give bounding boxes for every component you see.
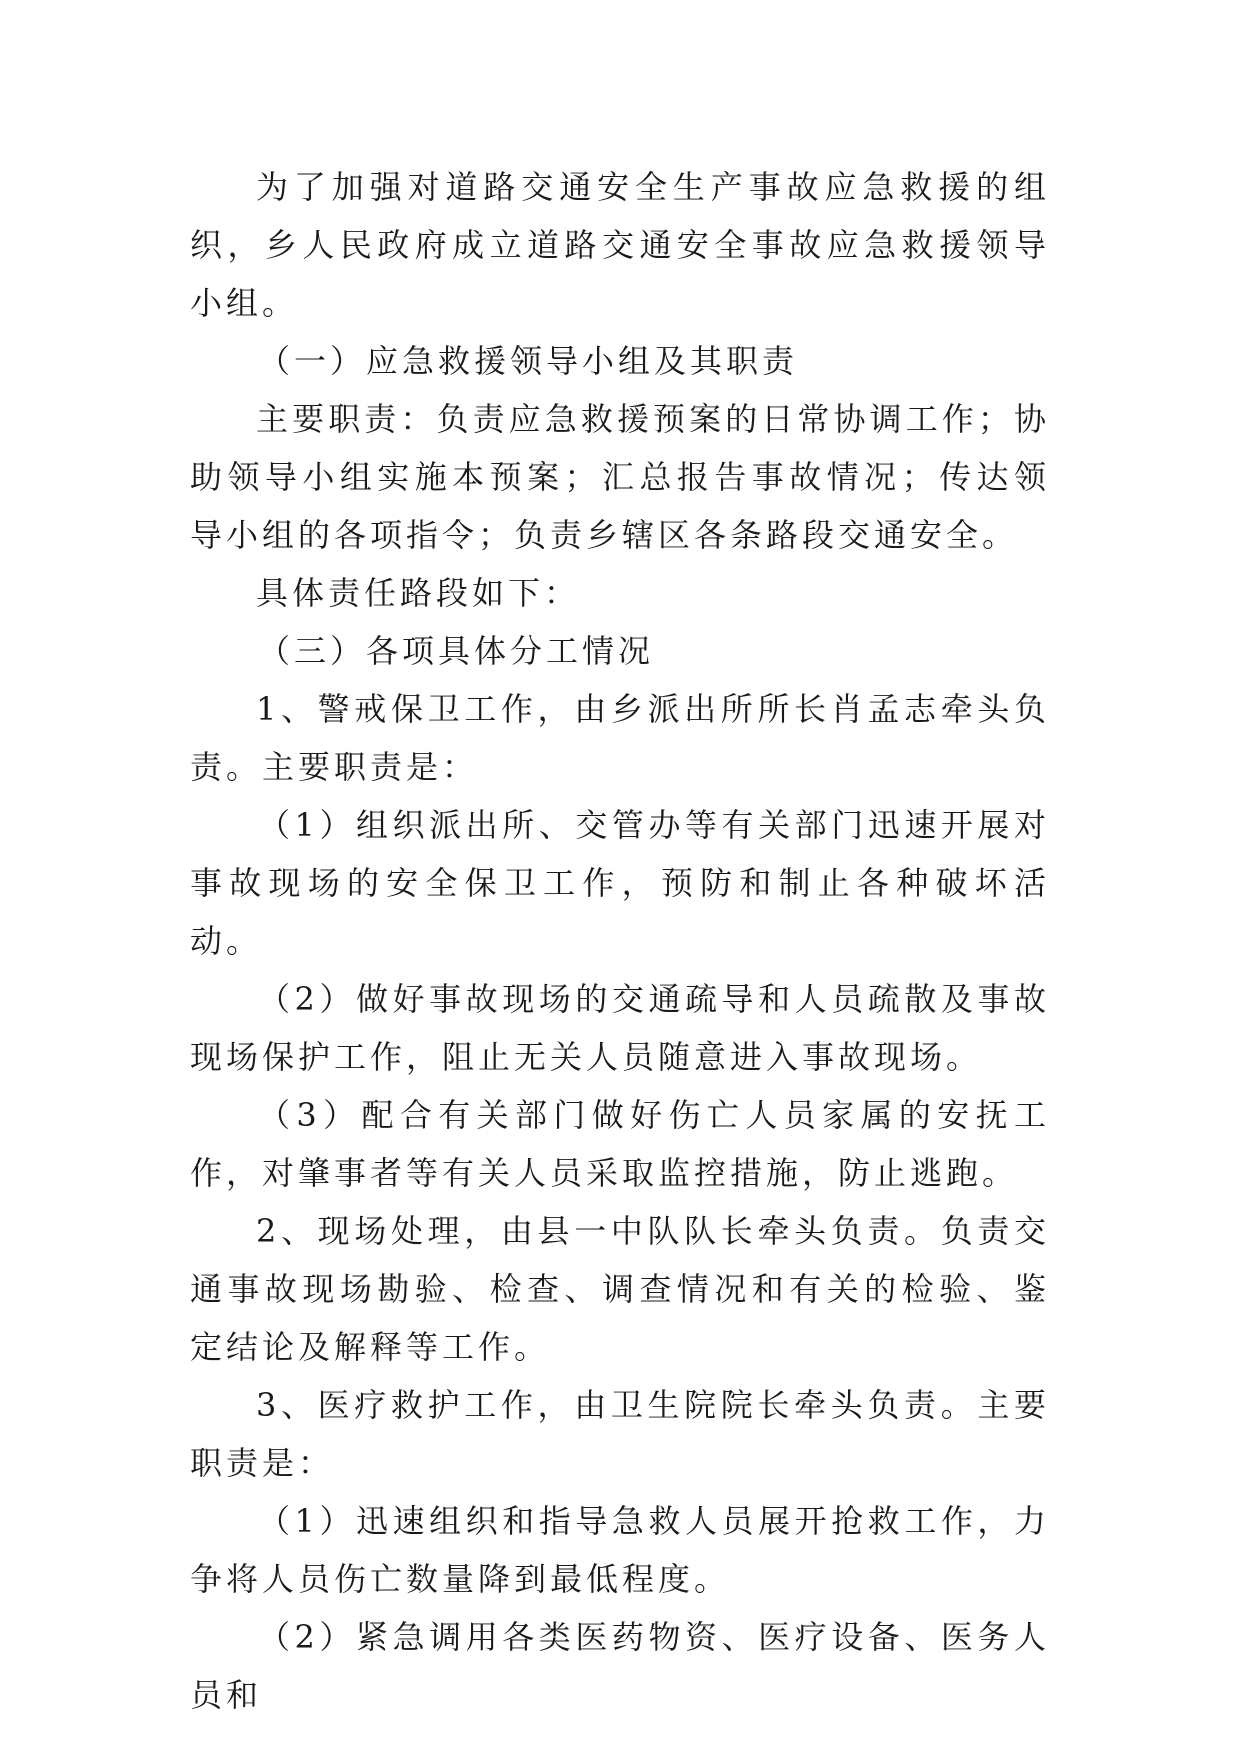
paragraph-security-item-3: （3）配合有关部门做好伤亡人员家属的安抚工作，对肇事者等有关人员采取监控措施，防止逃跑。 [190,1096,1050,1192]
paragraph-medical-item-2: （2）紧急调用各类医药物资、医疗设备、医务人员和 [190,1618,1050,1714]
paragraph-intro: 为了加强对道路交通安全生产事故应急救援的组织，乡人民政府成立道路交通安全事故应急救援领导小组。 [190,168,1050,322]
paragraph-medical-item-1: （1）迅速组织和指导急救人员展开抢救工作，力争将人员伤亡数量降到最低程度。 [190,1502,1050,1598]
paragraph-scene-handling: 2、现场处理，由县一中队队长牵头负责。负责交通事故现场勘验、检查、调查情况和有关的检验、鉴定结论及解释等工作。 [190,1212,1050,1366]
paragraph-road-sections: 具体责任路段如下： [256,574,581,612]
paragraph-security-item-1: （1）组织派出所、交管办等有关部门迅速开展对事故现场的安全保卫工作，预防和制止各种破坏活动。 [190,806,1050,960]
paragraph-security-work: 1、警戒保卫工作，由乡派出所所长肖孟志牵头负责。主要职责是： [190,690,1050,786]
section-heading-1: （一）应急救援领导小组及其职责 [258,342,799,380]
paragraph-medical-rescue: 3、医疗救护工作，由卫生院院长牵头负责。主要职责是： [190,1386,1050,1482]
paragraph-security-item-2: （2）做好事故现场的交通疏导和人员疏散及事故现场保护工作，阻止无关人员随意进入事故现场。 [190,980,1050,1076]
paragraph-main-duties: 主要职责：负责应急救援预案的日常协调工作；协助领导小组实施本预案；汇总报告事故情况；传达领导小组的各项指令；负责乡辖区各条路段交通安全。 [190,400,1050,554]
document-body [190,158,1050,1724]
section-heading-3: （三）各项具体分工情况 [258,632,655,670]
